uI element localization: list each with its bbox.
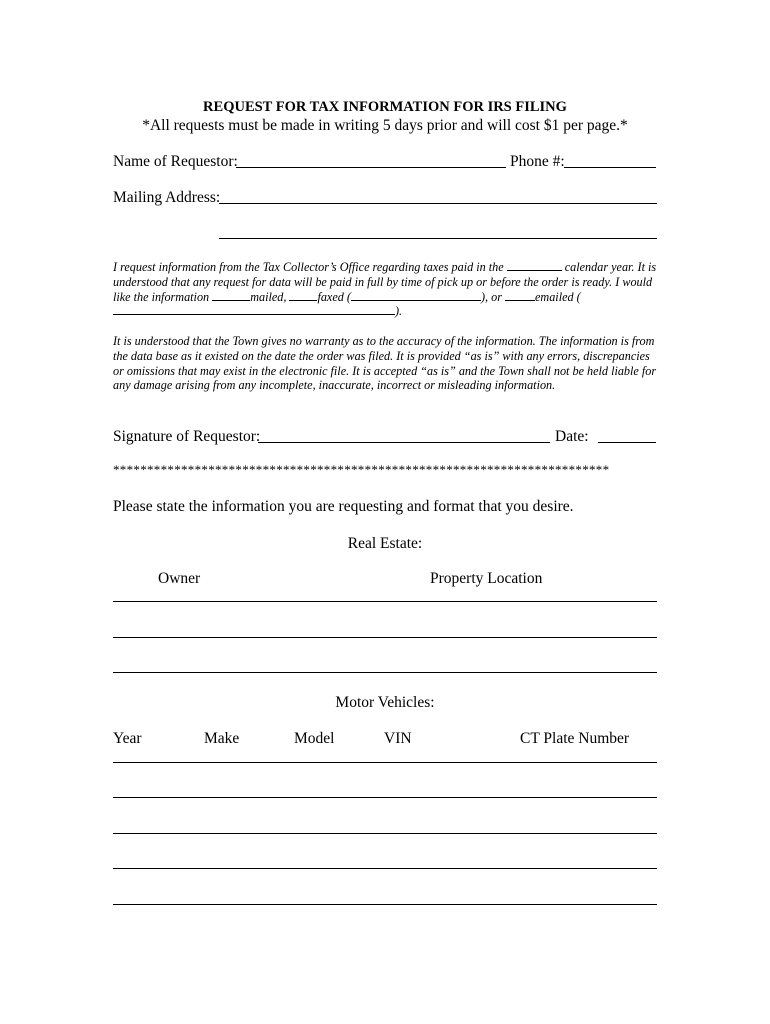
- real-estate-heading: Real Estate:: [347, 535, 423, 552]
- email-address-field[interactable]: [113, 304, 395, 315]
- form-title: REQUEST FOR TAX INFORMATION FOR IRS FILING: [203, 99, 567, 115]
- disclaimer-paragraph: It is understood that the Town gives no warranty as to the accuracy of the information. The information is from the data base as it existed on the date the order was filed. It is provided “as is” with any errors, discrepancies or omissions that may exist in the electronic file. It is accepted “as is” and the Town shall not be held liable for any damage arising from any incomplete, inaccurate, incorrect or misleading information.: [113, 334, 657, 393]
- real-estate-row-3[interactable]: [113, 672, 657, 673]
- request-paragraph: [113, 260, 658, 319]
- motor-vehicle-row-3[interactable]: [113, 833, 657, 834]
- date-field[interactable]: [598, 442, 656, 443]
- name-label: Name of Requestor:: [113, 153, 238, 170]
- address-label: Mailing Address:: [113, 189, 221, 206]
- real-estate-row-1[interactable]: [113, 601, 657, 602]
- owner-column-label: Owner: [158, 570, 201, 587]
- faxed-text: faxed (: [317, 289, 351, 304]
- phone-label: Phone #:: [510, 153, 565, 170]
- vin-column-label: VIN: [384, 730, 412, 747]
- form-subtitle: *All requests must be made in writing 5 days prior and will cost $1 per page.*: [142, 117, 628, 134]
- motor-vehicle-row-5[interactable]: [113, 904, 657, 905]
- faxed-field[interactable]: [289, 290, 317, 301]
- or-text: ), or: [480, 289, 502, 304]
- calendar-year-field[interactable]: [507, 260, 562, 271]
- motor-vehicle-row-4[interactable]: [113, 868, 657, 869]
- emailed-field[interactable]: [505, 290, 535, 301]
- mailed-field[interactable]: [212, 290, 250, 301]
- make-column-label: Make: [204, 730, 240, 747]
- motor-vehicle-row-2[interactable]: [113, 797, 657, 798]
- date-label: Date:: [555, 428, 589, 445]
- signature-field[interactable]: [258, 442, 550, 443]
- fax-number-field[interactable]: [351, 290, 481, 301]
- request-text-2: calendar year. It is understood that any request for data will be paid in full by time of pick up or before the order is ready. I would like the information: [113, 260, 657, 304]
- name-field[interactable]: [236, 167, 506, 168]
- motor-vehicles-heading: Motor Vehicles:: [335, 694, 435, 711]
- request-text-1: I request information from the Tax Collector’s Office regarding taxes paid in the: [113, 260, 504, 274]
- end-text: ).: [395, 304, 403, 319]
- phone-field[interactable]: [564, 167, 656, 168]
- property-location-column-label: Property Location: [430, 570, 543, 587]
- address-field-line-2[interactable]: [219, 238, 657, 239]
- mailed-text: mailed,: [250, 289, 287, 304]
- real-estate-row-2[interactable]: [113, 637, 657, 638]
- emailed-text: emailed (: [535, 289, 581, 304]
- model-column-label: Model: [294, 730, 335, 747]
- separator-stars: *************************************************************************: [113, 462, 610, 477]
- ct-plate-column-label: CT Plate Number: [520, 730, 630, 747]
- address-field-line-1[interactable]: [219, 203, 657, 204]
- year-column-label: Year: [113, 730, 142, 747]
- signature-label: Signature of Requestor:: [113, 428, 261, 445]
- motor-vehicle-row-1[interactable]: [113, 762, 657, 763]
- instructions-text: Please state the information you are requesting and format that you desire.: [113, 498, 574, 515]
